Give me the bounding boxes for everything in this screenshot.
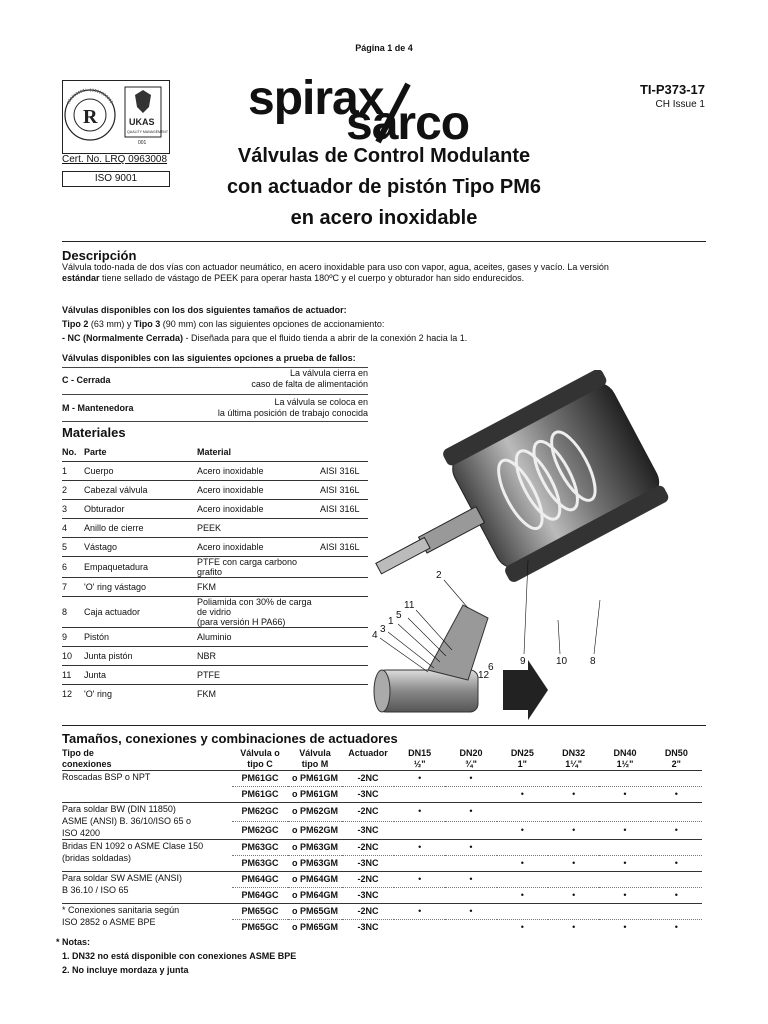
lrqa-seal-icon [63, 81, 169, 153]
mat-std [320, 578, 368, 597]
availability-dot: • [445, 771, 496, 787]
page-title-line2: con actuador de pistón Tipo PM6 [226, 176, 542, 198]
availability-empty [445, 821, 496, 840]
availability-dot: • [651, 821, 702, 840]
valve-m: o PM63GM [288, 856, 342, 872]
availability-dot: • [394, 803, 445, 822]
valve-m: o PM64GM [288, 872, 342, 888]
availability-dot: • [548, 856, 599, 872]
connection-type: Roscadas BSP o NPT [62, 771, 232, 803]
availability-empty [651, 840, 702, 856]
col-no: No. [62, 447, 77, 457]
valve-c: PM63GC [232, 856, 288, 872]
availability-dot: • [497, 787, 548, 803]
availability-empty [548, 872, 599, 888]
actuator: -3NC [342, 856, 394, 872]
availability-empty [497, 803, 548, 822]
mat-std: AISI 316L [320, 538, 368, 557]
availability-empty [445, 787, 496, 803]
col-dn20: DN20 ¾" [459, 748, 483, 769]
availability-empty [599, 771, 650, 787]
valve-m: o PM64GM [288, 888, 342, 904]
availability-empty [651, 904, 702, 920]
availability-dot: • [599, 920, 650, 936]
table-row [62, 462, 368, 481]
failsafe-code-m: M - Mantenedora [62, 403, 134, 413]
valve-c: PM64GC [232, 872, 288, 888]
mat-part: Cuerpo [84, 462, 197, 481]
actuator: -2NC [342, 872, 394, 888]
sizes-available-heading: Válvulas disponibles con los dos siguientes tamaños de actuador: [62, 305, 347, 315]
mat-no: 1 [62, 462, 84, 481]
svg-text:3: 3 [380, 624, 386, 635]
table-row [62, 500, 368, 519]
availability-dot: • [497, 920, 548, 936]
availability-dot: • [497, 856, 548, 872]
col-c: Válvula o tipo C [240, 748, 280, 769]
availability-empty [497, 840, 548, 856]
mat-part: Obturador [84, 500, 197, 519]
availability-empty [548, 803, 599, 822]
mat-part: Empaquetadura [84, 557, 197, 578]
availability-dot: • [445, 872, 496, 888]
availability-dot: • [445, 840, 496, 856]
page-title-line3: en acero inoxidable [290, 207, 478, 229]
mat-material: NBR [197, 647, 320, 666]
availability-empty [548, 840, 599, 856]
valve-c: PM61GC [232, 771, 288, 787]
mat-material: Acero inoxidable [197, 538, 320, 557]
sizes-table [62, 748, 702, 935]
note-2: 2. No incluye mordaza y junta [62, 965, 189, 975]
svg-text:6: 6 [488, 662, 494, 673]
sizes-heading: Tamaños, conexiones y combinaciones de actuadores [62, 731, 398, 746]
mat-no: 7 [62, 578, 84, 597]
table-row [62, 519, 368, 538]
availability-dot: • [651, 920, 702, 936]
availability-empty [651, 872, 702, 888]
availability-dot: • [394, 840, 445, 856]
failsafe-code-c: C - Cerrada [62, 375, 111, 385]
table-row [62, 628, 368, 647]
valve-m: o PM61GM [288, 771, 342, 787]
col-dn25: DN25 1" [510, 748, 534, 769]
col-material: Material [197, 447, 232, 457]
actuator: -3NC [342, 920, 394, 936]
svg-text:4: 4 [372, 630, 378, 641]
table-row [62, 481, 368, 500]
table-row [62, 685, 368, 704]
materiales-heading: Materiales [62, 425, 126, 440]
valve-cutaway-diagram [368, 370, 720, 720]
actuator: -2NC [342, 803, 394, 822]
doc-issue: CH Issue 1 [655, 99, 705, 110]
actuator: -3NC [342, 888, 394, 904]
actuator: -3NC [342, 787, 394, 803]
mat-std: AISI 316L [320, 462, 368, 481]
mat-no: 6 [62, 557, 84, 578]
availability-empty [445, 888, 496, 904]
mat-material: Acero inoxidable [197, 481, 320, 500]
availability-dot: • [651, 787, 702, 803]
tipo-line: Tipo 2 (63 mm) y Tipo 3 (90 mm) con las siguientes opciones de accionamiento: [62, 319, 385, 329]
mat-no: 3 [62, 500, 84, 519]
mat-material: FKM [197, 578, 320, 597]
divider [62, 241, 706, 242]
mat-no: 5 [62, 538, 84, 557]
valve-m: o PM65GM [288, 920, 342, 936]
mat-material: Aluminio [197, 628, 320, 647]
mat-no: 11 [62, 666, 84, 685]
availability-dot: • [548, 888, 599, 904]
descripcion-text: Válvula todo-nada de dos vías con actuador neumático, en acero inoxidable para uso con vapor, agua, aceites, gases y vacío. La versión estándar tiene sellado de vástago de PEEK para operar hasta 180ºC y el cuerpo y obturador han sido endurecidos. [62, 262, 609, 283]
svg-text:9: 9 [520, 656, 526, 667]
col-dn50: DN50 2" [664, 748, 688, 769]
valve-c: PM62GC [232, 821, 288, 840]
table-row [62, 771, 702, 787]
mat-std [320, 628, 368, 647]
mat-material: Acero inoxidable [197, 462, 320, 481]
valve-m: o PM62GM [288, 821, 342, 840]
mat-material: Poliamida con 30% de carga de vidrio (para versión H PA66) [197, 597, 320, 628]
divider [62, 725, 706, 726]
availability-empty [599, 840, 650, 856]
failsafe-rule [62, 421, 368, 422]
mat-part: 'O' ring [84, 685, 197, 704]
mat-material: PTFE [197, 666, 320, 685]
svg-text:10: 10 [556, 656, 568, 667]
availability-dot: • [548, 920, 599, 936]
availability-empty [394, 821, 445, 840]
cert-number: Cert. No. LRQ 0963008 [62, 154, 168, 165]
nc-line: - NC (Normalmente Cerrada) - Diseñada para que el fluido tienda a abrir de la conexión 2 hacia la 1. [62, 333, 468, 343]
svg-text:QUALITY MANAGEMENT: QUALITY MANAGEMENT [127, 130, 168, 134]
failsafe-heading: Válvulas disponibles con las siguientes opciones a prueba de fallos: [62, 353, 356, 363]
availability-empty [497, 904, 548, 920]
mat-no: 12 [62, 685, 84, 704]
svg-text:1: 1 [388, 616, 394, 627]
availability-dot: • [599, 787, 650, 803]
col-dn15: DN15 ½" [408, 748, 432, 769]
availability-dot: • [497, 888, 548, 904]
actuator: -2NC [342, 771, 394, 787]
availability-empty [599, 872, 650, 888]
col-parte: Parte [84, 447, 107, 457]
table-row [62, 578, 368, 597]
table-row [62, 647, 368, 666]
actuator: -3NC [342, 821, 394, 840]
availability-dot: • [497, 821, 548, 840]
valve-c: PM62GC [232, 803, 288, 822]
connection-type: Para soldar BW (DIN 11850) ASME (ANSI) B. 36/10/ISO 65 o ISO 4200 [62, 803, 232, 840]
svg-text:12: 12 [478, 670, 490, 681]
mat-part: 'O' ring vástago [84, 578, 197, 597]
mat-part: Cabezal válvula [84, 481, 197, 500]
connection-type: Bridas EN 1092 o ASME Clase 150 (bridas soldadas) [62, 840, 232, 872]
svg-text:R: R [83, 106, 98, 128]
mat-std [320, 666, 368, 685]
mat-material: PTFE con carga carbono grafito [197, 557, 320, 578]
failsafe-rule [62, 394, 368, 395]
mat-part: Anillo de cierre [84, 519, 197, 538]
valve-m: o PM63GM [288, 840, 342, 856]
valve-c: PM63GC [232, 840, 288, 856]
col-m: Válvula tipo M [299, 748, 331, 769]
availability-empty [599, 803, 650, 822]
availability-empty [651, 803, 702, 822]
col-actuador: Actuador [348, 748, 388, 758]
actuator: -2NC [342, 840, 394, 856]
failsafe-desc-m: La válvula se coloca en la última posición de trabajo conocida [217, 397, 368, 418]
mat-std [320, 685, 368, 704]
note-1: 1. DN32 no está disponible con conexiones ASME BPE [62, 951, 297, 961]
availability-empty [445, 920, 496, 936]
mat-std: AISI 316L [320, 481, 368, 500]
table-row [62, 557, 368, 578]
valve-c: PM61GC [232, 787, 288, 803]
mat-material: PEEK [197, 519, 320, 538]
mat-no: 10 [62, 647, 84, 666]
doc-code: TI-P373-17 [639, 82, 705, 97]
col-tipo: Tipo de conexiones [62, 748, 112, 769]
availability-empty [497, 771, 548, 787]
logo-sarco: sarco [346, 97, 470, 150]
table-row [62, 904, 702, 920]
availability-dot: • [548, 821, 599, 840]
valve-c: PM64GC [232, 888, 288, 904]
logo-spirax: spirax [248, 72, 384, 125]
svg-text:2: 2 [436, 570, 442, 581]
mat-part: Junta pistón [84, 647, 197, 666]
svg-text:8: 8 [590, 656, 596, 667]
descripcion-heading: Descripción [62, 248, 137, 263]
page-number: Página 1 de 4 [355, 43, 413, 53]
availability-empty [548, 771, 599, 787]
availability-dot: • [445, 904, 496, 920]
availability-empty [394, 920, 445, 936]
mat-part: Pistón [84, 628, 197, 647]
availability-empty [445, 856, 496, 872]
svg-text:5: 5 [396, 610, 402, 621]
availability-dot: • [445, 803, 496, 822]
failsafe-desc-c: La válvula cierra en caso de falta de alimentación [251, 368, 368, 389]
mat-part: Vástago [84, 538, 197, 557]
availability-dot: • [599, 821, 650, 840]
svg-text:11: 11 [404, 600, 415, 611]
availability-empty [651, 771, 702, 787]
availability-dot: • [599, 888, 650, 904]
valve-c: PM65GC [232, 904, 288, 920]
actuator: -2NC [342, 904, 394, 920]
mat-no: 4 [62, 519, 84, 538]
valve-m: o PM65GM [288, 904, 342, 920]
certification-logos [62, 80, 170, 154]
availability-empty [394, 787, 445, 803]
table-row [62, 872, 702, 888]
availability-empty [394, 856, 445, 872]
availability-dot: • [394, 872, 445, 888]
mat-std: AISI 316L [320, 500, 368, 519]
mat-material: FKM [197, 685, 320, 704]
connection-type: * Conexiones sanitaria según ISO 2852 o ASME BPE [62, 904, 232, 936]
table-row [62, 538, 368, 557]
availability-empty [599, 904, 650, 920]
table-row [62, 840, 702, 856]
mat-material: Acero inoxidable [197, 500, 320, 519]
col-std [320, 443, 368, 462]
mat-std [320, 557, 368, 578]
svg-text:001: 001 [138, 140, 147, 146]
mat-no: 9 [62, 628, 84, 647]
page-title-line1: Válvulas de Control Modulante [237, 145, 531, 167]
availability-dot: • [394, 771, 445, 787]
col-dn32: DN32 1¼" [562, 748, 586, 769]
svg-text:UKAS: UKAS [129, 117, 155, 127]
valve-c: PM65GC [232, 920, 288, 936]
mat-no: 2 [62, 481, 84, 500]
availability-dot: • [548, 787, 599, 803]
availability-dot: • [651, 856, 702, 872]
iso-badge: ISO 9001 [62, 171, 170, 187]
table-row [62, 803, 702, 822]
mat-part: Junta [84, 666, 197, 685]
mat-std [320, 519, 368, 538]
notes-heading: * Notas: [56, 937, 91, 947]
mat-part: Caja actuador [84, 597, 197, 628]
availability-dot: • [599, 856, 650, 872]
valve-m: o PM61GM [288, 787, 342, 803]
mat-std [320, 647, 368, 666]
availability-empty [497, 872, 548, 888]
availability-empty [394, 888, 445, 904]
mat-std [320, 597, 368, 628]
col-dn40: DN40 1½" [613, 748, 637, 769]
availability-empty [548, 904, 599, 920]
table-row [62, 597, 368, 628]
availability-dot: • [651, 888, 702, 904]
table-row [62, 666, 368, 685]
materiales-table [62, 443, 368, 703]
mat-no: 8 [62, 597, 84, 628]
availability-dot: • [394, 904, 445, 920]
connection-type: Para soldar SW ASME (ANSI) B 36.10 / ISO 65 [62, 872, 232, 904]
valve-m: o PM62GM [288, 803, 342, 822]
